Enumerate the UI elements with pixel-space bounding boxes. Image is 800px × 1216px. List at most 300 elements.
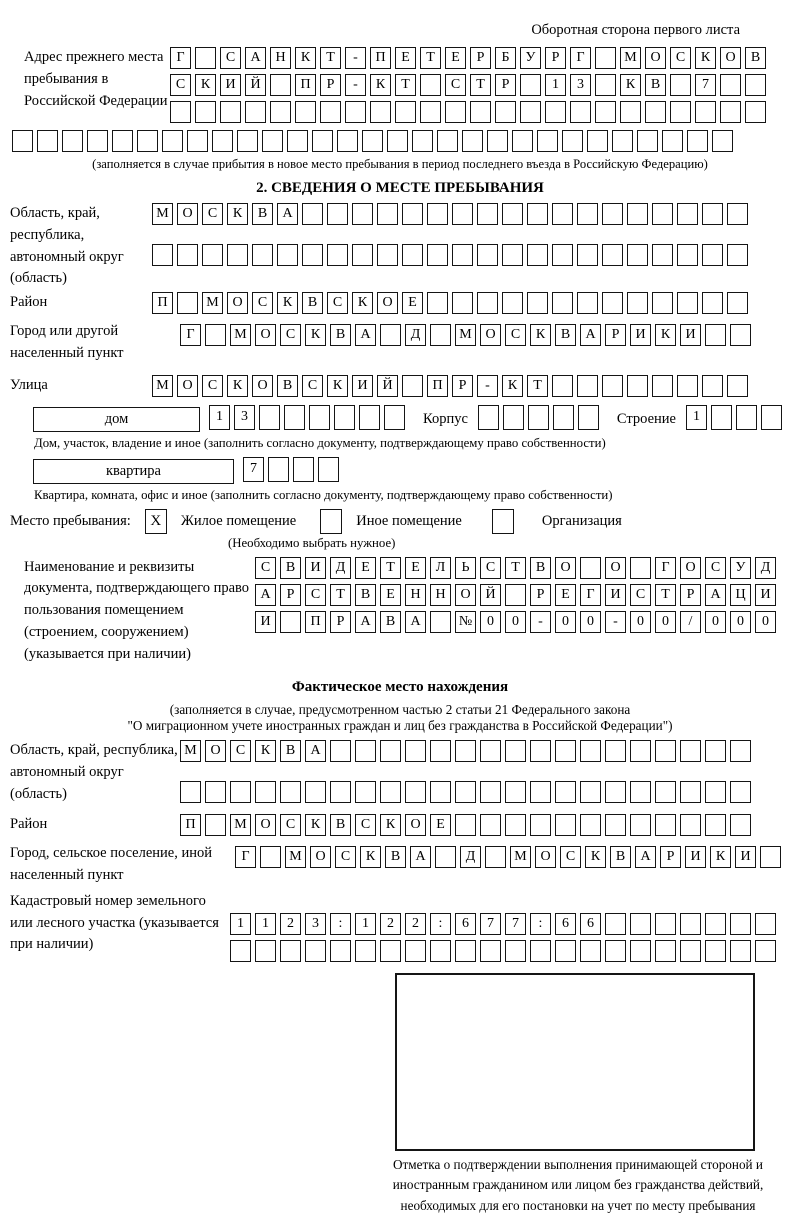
char-box[interactable]: И (735, 846, 756, 868)
char-box[interactable] (578, 405, 599, 430)
char-box[interactable] (462, 130, 483, 152)
char-box[interactable]: Г (235, 846, 256, 868)
char-box[interactable] (630, 913, 651, 935)
char-box[interactable] (652, 203, 673, 225)
char-box[interactable]: А (305, 740, 326, 762)
char-box[interactable] (711, 405, 732, 430)
char-box[interactable] (630, 781, 651, 803)
char-box[interactable] (553, 405, 574, 430)
char-box[interactable]: 1 (230, 913, 251, 935)
char-box[interactable]: Р (452, 375, 473, 397)
char-box[interactable]: 0 (705, 611, 726, 633)
char-box[interactable] (212, 130, 233, 152)
char-box[interactable]: : (330, 913, 351, 935)
char-box[interactable]: О (255, 324, 276, 346)
char-box[interactable] (552, 292, 573, 314)
char-box[interactable]: Д (330, 557, 351, 579)
char-box[interactable]: 0 (630, 611, 651, 633)
char-box[interactable]: А (410, 846, 431, 868)
char-box[interactable] (430, 781, 451, 803)
char-box[interactable] (580, 740, 601, 762)
char-box[interactable] (637, 130, 658, 152)
char-box[interactable]: В (330, 814, 351, 836)
char-box[interactable]: : (430, 913, 451, 935)
char-box[interactable]: П (427, 375, 448, 397)
char-box[interactable] (512, 130, 533, 152)
char-box[interactable] (677, 375, 698, 397)
char-box[interactable] (478, 405, 499, 430)
char-box[interactable]: К (277, 292, 298, 314)
char-box[interactable] (502, 292, 523, 314)
char-box[interactable] (112, 130, 133, 152)
char-box[interactable] (627, 244, 648, 266)
char-box[interactable]: 7 (695, 74, 716, 96)
char-box[interactable] (580, 781, 601, 803)
char-box[interactable]: В (530, 557, 551, 579)
char-box[interactable]: О (205, 740, 226, 762)
char-box[interactable] (761, 405, 782, 430)
char-box[interactable]: П (370, 47, 391, 69)
char-box[interactable] (630, 740, 651, 762)
char-box[interactable]: С (202, 375, 223, 397)
char-box[interactable]: Г (170, 47, 191, 69)
char-box[interactable] (505, 940, 526, 962)
char-box[interactable] (152, 244, 173, 266)
char-box[interactable]: / (680, 611, 701, 633)
char-box[interactable] (527, 244, 548, 266)
char-box[interactable] (605, 940, 626, 962)
char-box[interactable] (305, 940, 326, 962)
char-box[interactable]: О (720, 47, 741, 69)
char-box[interactable]: О (555, 557, 576, 579)
char-box[interactable] (420, 101, 441, 123)
char-box[interactable]: А (580, 324, 601, 346)
char-box[interactable] (455, 940, 476, 962)
char-box[interactable]: Т (655, 584, 676, 606)
char-box[interactable] (430, 940, 451, 962)
char-box[interactable]: И (305, 557, 326, 579)
char-box[interactable] (570, 101, 591, 123)
char-box[interactable] (605, 781, 626, 803)
char-box[interactable] (562, 130, 583, 152)
char-box[interactable]: 2 (405, 913, 426, 935)
char-box[interactable] (430, 611, 451, 633)
char-box[interactable] (520, 74, 541, 96)
char-box[interactable]: Й (245, 74, 266, 96)
char-box[interactable] (230, 781, 251, 803)
char-box[interactable] (505, 584, 526, 606)
char-box[interactable]: С (252, 292, 273, 314)
house-type-box[interactable]: дом (33, 407, 200, 432)
char-box[interactable]: В (555, 324, 576, 346)
char-box[interactable] (405, 940, 426, 962)
char-box[interactable] (377, 203, 398, 225)
char-box[interactable]: Р (320, 74, 341, 96)
char-box[interactable]: 2 (280, 913, 301, 935)
char-box[interactable] (552, 244, 573, 266)
char-box[interactable] (680, 814, 701, 836)
char-box[interactable]: И (352, 375, 373, 397)
char-box[interactable]: М (152, 203, 173, 225)
char-box[interactable] (430, 324, 451, 346)
char-box[interactable]: О (405, 814, 426, 836)
char-box[interactable] (295, 101, 316, 123)
char-box[interactable] (627, 203, 648, 225)
char-box[interactable] (280, 940, 301, 962)
char-box[interactable]: О (177, 203, 198, 225)
char-box[interactable]: В (280, 740, 301, 762)
char-box[interactable] (602, 292, 623, 314)
char-box[interactable] (655, 740, 676, 762)
char-box[interactable]: И (680, 324, 701, 346)
char-box[interactable] (736, 405, 757, 430)
char-box[interactable] (259, 405, 280, 430)
char-box[interactable]: 1 (355, 913, 376, 935)
char-box[interactable] (655, 814, 676, 836)
char-box[interactable] (220, 101, 241, 123)
char-box[interactable] (630, 557, 651, 579)
char-box[interactable]: К (227, 203, 248, 225)
char-box[interactable] (268, 457, 289, 482)
char-box[interactable]: Е (445, 47, 466, 69)
char-box[interactable]: Е (555, 584, 576, 606)
char-box[interactable]: О (227, 292, 248, 314)
char-box[interactable] (730, 740, 751, 762)
char-box[interactable] (485, 846, 506, 868)
char-box[interactable] (380, 324, 401, 346)
char-box[interactable] (680, 913, 701, 935)
char-box[interactable] (487, 130, 508, 152)
char-box[interactable] (495, 101, 516, 123)
char-box[interactable] (177, 244, 198, 266)
char-box[interactable] (227, 244, 248, 266)
char-box[interactable] (520, 101, 541, 123)
char-box[interactable]: Д (755, 557, 776, 579)
char-box[interactable] (503, 405, 524, 430)
char-box[interactable]: О (605, 557, 626, 579)
char-box[interactable]: М (202, 292, 223, 314)
char-box[interactable] (652, 292, 673, 314)
char-box[interactable] (727, 203, 748, 225)
char-box[interactable] (727, 375, 748, 397)
char-box[interactable] (627, 375, 648, 397)
char-box[interactable]: 6 (455, 913, 476, 935)
char-box[interactable] (284, 405, 305, 430)
char-box[interactable]: К (370, 74, 391, 96)
char-box[interactable] (655, 913, 676, 935)
char-box[interactable]: 3 (234, 405, 255, 430)
char-box[interactable] (437, 130, 458, 152)
char-box[interactable] (162, 130, 183, 152)
char-box[interactable]: С (302, 375, 323, 397)
char-box[interactable] (327, 244, 348, 266)
confirmation-mark-box[interactable] (395, 973, 755, 1151)
char-box[interactable]: У (730, 557, 751, 579)
char-box[interactable]: О (255, 814, 276, 836)
char-box[interactable]: - (477, 375, 498, 397)
char-box[interactable]: И (220, 74, 241, 96)
char-box[interactable] (555, 940, 576, 962)
char-box[interactable]: О (177, 375, 198, 397)
char-box[interactable]: Ц (730, 584, 751, 606)
char-box[interactable]: В (745, 47, 766, 69)
char-box[interactable] (555, 740, 576, 762)
char-box[interactable] (527, 292, 548, 314)
char-box[interactable] (305, 781, 326, 803)
char-box[interactable] (530, 740, 551, 762)
char-box[interactable] (612, 130, 633, 152)
char-box[interactable]: К (585, 846, 606, 868)
char-box[interactable]: В (252, 203, 273, 225)
char-box[interactable] (277, 244, 298, 266)
char-box[interactable]: К (620, 74, 641, 96)
char-box[interactable] (670, 74, 691, 96)
char-box[interactable] (677, 244, 698, 266)
char-box[interactable]: А (255, 584, 276, 606)
char-box[interactable]: Р (495, 74, 516, 96)
char-box[interactable] (337, 130, 358, 152)
char-box[interactable]: И (685, 846, 706, 868)
char-box[interactable]: К (305, 814, 326, 836)
char-box[interactable] (205, 781, 226, 803)
char-box[interactable]: 0 (580, 611, 601, 633)
char-box[interactable]: № (455, 611, 476, 633)
char-box[interactable]: 0 (655, 611, 676, 633)
char-box[interactable] (530, 814, 551, 836)
char-box[interactable]: С (327, 292, 348, 314)
char-box[interactable]: Т (527, 375, 548, 397)
char-box[interactable] (270, 101, 291, 123)
char-box[interactable] (595, 101, 616, 123)
stay-type-checkbox-residential[interactable]: X (145, 509, 167, 534)
char-box[interactable] (137, 130, 158, 152)
char-box[interactable] (505, 814, 526, 836)
char-box[interactable] (320, 101, 341, 123)
char-box[interactable] (730, 940, 751, 962)
char-box[interactable] (470, 101, 491, 123)
char-box[interactable] (680, 781, 701, 803)
char-box[interactable] (427, 203, 448, 225)
char-box[interactable]: С (560, 846, 581, 868)
char-box[interactable]: 7 (243, 457, 264, 482)
char-box[interactable] (270, 74, 291, 96)
char-box[interactable]: Л (430, 557, 451, 579)
char-box[interactable]: Е (380, 584, 401, 606)
char-box[interactable] (380, 740, 401, 762)
char-box[interactable] (452, 292, 473, 314)
char-box[interactable]: Р (530, 584, 551, 606)
char-box[interactable] (477, 244, 498, 266)
char-box[interactable] (587, 130, 608, 152)
char-box[interactable] (677, 292, 698, 314)
char-box[interactable]: Е (430, 814, 451, 836)
char-box[interactable]: Н (405, 584, 426, 606)
char-box[interactable] (552, 375, 573, 397)
char-box[interactable] (662, 130, 683, 152)
char-box[interactable] (655, 940, 676, 962)
char-box[interactable]: М (620, 47, 641, 69)
char-box[interactable] (680, 740, 701, 762)
char-box[interactable] (427, 244, 448, 266)
char-box[interactable]: О (680, 557, 701, 579)
char-box[interactable] (702, 244, 723, 266)
char-box[interactable]: Е (405, 557, 426, 579)
char-box[interactable] (362, 130, 383, 152)
char-box[interactable] (555, 781, 576, 803)
char-box[interactable] (287, 130, 308, 152)
char-box[interactable] (627, 292, 648, 314)
char-box[interactable] (745, 74, 766, 96)
char-box[interactable]: 0 (480, 611, 501, 633)
char-box[interactable] (380, 940, 401, 962)
char-box[interactable]: К (227, 375, 248, 397)
char-box[interactable] (359, 405, 380, 430)
char-box[interactable]: К (255, 740, 276, 762)
char-box[interactable] (405, 781, 426, 803)
char-box[interactable]: У (520, 47, 541, 69)
char-box[interactable] (309, 405, 330, 430)
char-box[interactable]: В (277, 375, 298, 397)
char-box[interactable] (577, 375, 598, 397)
char-box[interactable] (405, 740, 426, 762)
char-box[interactable] (177, 292, 198, 314)
char-box[interactable]: С (220, 47, 241, 69)
char-box[interactable] (355, 740, 376, 762)
char-box[interactable]: С (445, 74, 466, 96)
char-box[interactable]: 0 (755, 611, 776, 633)
char-box[interactable]: Т (395, 74, 416, 96)
char-box[interactable] (727, 292, 748, 314)
char-box[interactable] (480, 814, 501, 836)
char-box[interactable] (384, 405, 405, 430)
char-box[interactable]: К (710, 846, 731, 868)
char-box[interactable]: С (670, 47, 691, 69)
char-box[interactable]: - (530, 611, 551, 633)
char-box[interactable]: С (280, 814, 301, 836)
char-box[interactable] (420, 74, 441, 96)
char-box[interactable]: А (405, 611, 426, 633)
char-box[interactable]: Й (480, 584, 501, 606)
char-box[interactable] (355, 781, 376, 803)
char-box[interactable] (180, 781, 201, 803)
char-box[interactable] (318, 457, 339, 482)
char-box[interactable] (695, 101, 716, 123)
char-box[interactable] (252, 244, 273, 266)
char-box[interactable]: - (605, 611, 626, 633)
char-box[interactable]: Е (355, 557, 376, 579)
char-box[interactable]: В (610, 846, 631, 868)
char-box[interactable]: В (355, 584, 376, 606)
char-box[interactable] (327, 203, 348, 225)
char-box[interactable]: 3 (305, 913, 326, 935)
char-box[interactable]: С (355, 814, 376, 836)
char-box[interactable]: К (695, 47, 716, 69)
stay-type-checkbox-organization[interactable] (492, 509, 514, 534)
char-box[interactable] (377, 244, 398, 266)
char-box[interactable] (280, 611, 301, 633)
char-box[interactable] (705, 740, 726, 762)
char-box[interactable]: В (302, 292, 323, 314)
char-box[interactable] (730, 913, 751, 935)
char-box[interactable] (62, 130, 83, 152)
flat-type-box[interactable]: квартира (33, 459, 234, 484)
char-box[interactable] (255, 781, 276, 803)
char-box[interactable]: Т (420, 47, 441, 69)
char-box[interactable]: С (505, 324, 526, 346)
char-box[interactable]: : (530, 913, 551, 935)
char-box[interactable] (605, 740, 626, 762)
char-box[interactable]: П (295, 74, 316, 96)
char-box[interactable] (530, 940, 551, 962)
char-box[interactable] (455, 781, 476, 803)
char-box[interactable] (195, 47, 216, 69)
char-box[interactable]: 6 (555, 913, 576, 935)
char-box[interactable] (205, 814, 226, 836)
char-box[interactable] (187, 130, 208, 152)
char-box[interactable]: 0 (555, 611, 576, 633)
char-box[interactable]: Р (605, 324, 626, 346)
char-box[interactable]: Й (377, 375, 398, 397)
char-box[interactable] (602, 244, 623, 266)
char-box[interactable] (730, 781, 751, 803)
char-box[interactable] (602, 375, 623, 397)
char-box[interactable] (687, 130, 708, 152)
char-box[interactable]: А (277, 203, 298, 225)
char-box[interactable] (602, 203, 623, 225)
char-box[interactable]: К (502, 375, 523, 397)
char-box[interactable]: П (152, 292, 173, 314)
char-box[interactable] (170, 101, 191, 123)
char-box[interactable]: Е (402, 292, 423, 314)
char-box[interactable] (355, 940, 376, 962)
char-box[interactable] (412, 130, 433, 152)
char-box[interactable]: 2 (380, 913, 401, 935)
char-box[interactable]: А (355, 324, 376, 346)
char-box[interactable] (302, 244, 323, 266)
char-box[interactable]: И (630, 324, 651, 346)
char-box[interactable] (330, 781, 351, 803)
char-box[interactable]: С (255, 557, 276, 579)
char-box[interactable] (87, 130, 108, 152)
char-box[interactable] (680, 940, 701, 962)
char-box[interactable]: С (480, 557, 501, 579)
char-box[interactable] (480, 740, 501, 762)
char-box[interactable]: С (170, 74, 191, 96)
char-box[interactable] (655, 781, 676, 803)
char-box[interactable] (427, 292, 448, 314)
char-box[interactable] (670, 101, 691, 123)
char-box[interactable]: С (705, 557, 726, 579)
char-box[interactable]: В (645, 74, 666, 96)
char-box[interactable] (652, 244, 673, 266)
char-box[interactable]: 0 (505, 611, 526, 633)
char-box[interactable]: О (645, 47, 666, 69)
char-box[interactable]: В (385, 846, 406, 868)
char-box[interactable] (37, 130, 58, 152)
char-box[interactable] (237, 130, 258, 152)
char-box[interactable]: А (245, 47, 266, 69)
char-box[interactable] (477, 203, 498, 225)
char-box[interactable]: 1 (209, 405, 230, 430)
char-box[interactable] (330, 740, 351, 762)
char-box[interactable] (402, 203, 423, 225)
char-box[interactable]: М (230, 814, 251, 836)
char-box[interactable]: 0 (730, 611, 751, 633)
char-box[interactable] (260, 846, 281, 868)
char-box[interactable]: 3 (570, 74, 591, 96)
char-box[interactable]: К (352, 292, 373, 314)
char-box[interactable]: А (635, 846, 656, 868)
